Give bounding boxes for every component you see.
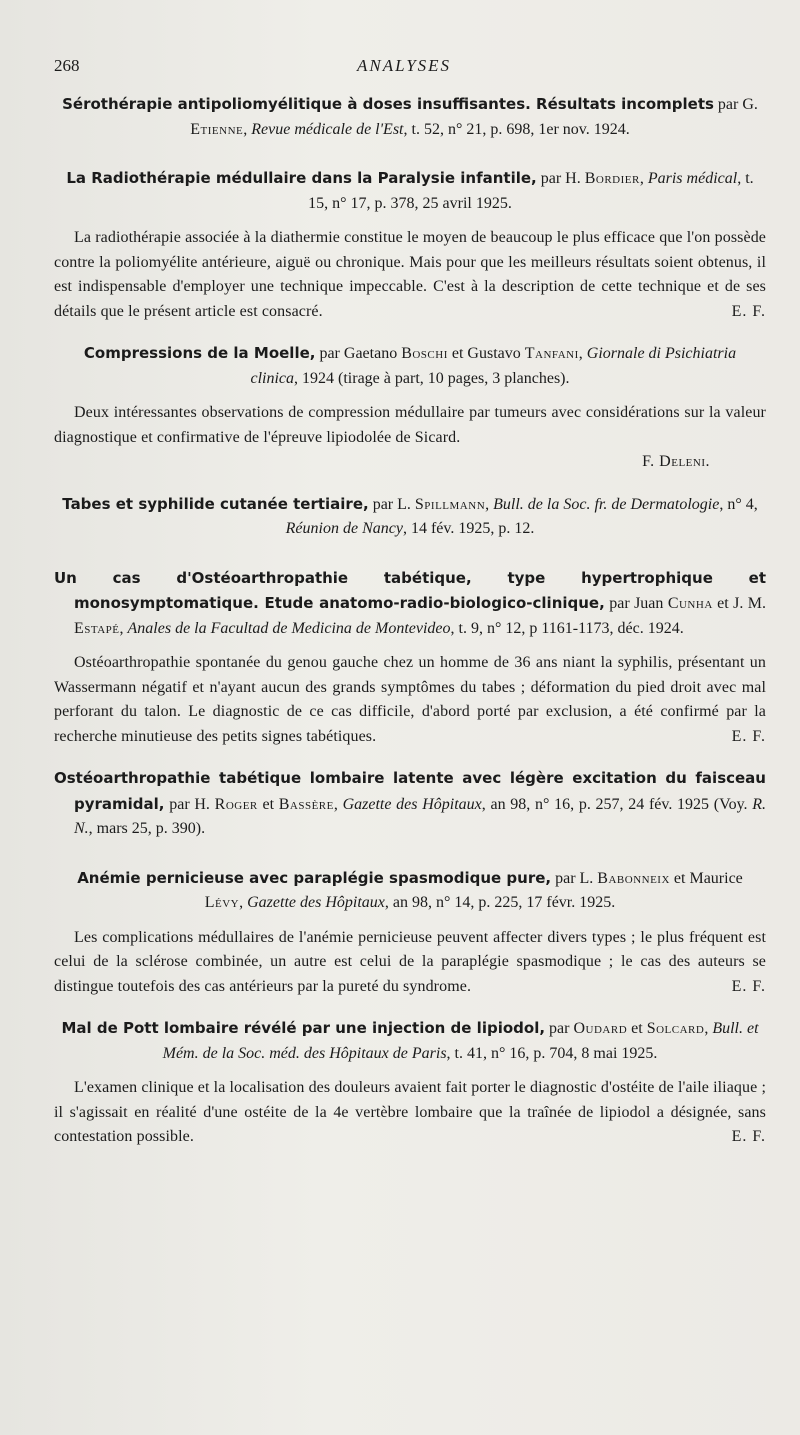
entry-citation	[54, 566, 766, 642]
abstract-text: Deux intéressantes observations de compression médullaire par tumeurs avec considérations sur la valeur diagnostique et confirmative de l'épreuve lipiodolée de Sicard.	[54, 404, 766, 446]
entry-citation	[54, 1016, 766, 1066]
citation-text: par H.	[164, 795, 215, 813]
entry-title: Mal de Pott lombaire révélé par une injection de lipiodol,	[61, 1019, 546, 1037]
citation-text: ,	[243, 120, 252, 138]
citation-text: , an 98, n° 16, p. 257, 24 fév. 1925 (Voy.	[481, 795, 753, 813]
entry-citation	[54, 166, 766, 216]
analysis-entry	[54, 166, 766, 324]
reviewer-signature: E. F.	[731, 1128, 766, 1145]
citation-text: par Gaetano	[315, 345, 402, 362]
author-name: Tanfani	[524, 345, 579, 362]
author-name: Spillmann	[414, 495, 486, 513]
citation-text: par G.	[717, 96, 758, 113]
entry-title: Sérothérapie antipoliomyélitique à doses insuffisantes. Résultats incomplets	[62, 95, 714, 113]
entry-citation	[54, 92, 766, 142]
abstract-text: Ostéoarthropathie spontanée du genou gauche chez un homme de 36 ans niant la syphilis, présentant un Wassermann négatif et n'ayant aucun des grands symptômes du tabes ; déformation du pied droit avec mal perforant du talon. Le diagnostic de ce cas difficile, d'abord porté par exclusion, a été confirmé par la recherche minutieuse des petits signes tabétiques.	[54, 654, 766, 745]
analysis-entry	[54, 492, 766, 542]
citation-text: et	[257, 795, 279, 813]
journal-name: Bull. de la Soc. fr. de Dermatologie	[493, 495, 720, 513]
entry-title: Un cas d'Ostéoarthropathie tabétique, type hypertrophique et monosymptomatique. Etude anatomo-radio-biologico-clinique,	[54, 568, 766, 612]
citation-text: ,	[578, 345, 587, 362]
citation-text: ,	[485, 495, 494, 513]
journal-name: Revue médicale de l'Est	[251, 120, 404, 138]
citation-text: par	[545, 1020, 574, 1037]
author-name: Bordier	[584, 170, 640, 187]
journal-name: Gazette des Hôpitaux	[342, 795, 482, 813]
author-name: Roger	[214, 795, 258, 813]
citation-text: par L.	[551, 869, 598, 887]
citation-text: , mars 25, p. 390).	[88, 820, 206, 837]
citation-text: , 14 fév. 1925, p. 12.	[402, 520, 535, 537]
reviewer-signature	[54, 450, 766, 475]
journal-name: R. N.	[74, 795, 767, 837]
author-name: Solcard	[646, 1020, 705, 1037]
reviewer-signature: E. F.	[731, 727, 766, 745]
entry-title: Tabes et syphilide cutanée tertiaire,	[62, 494, 369, 513]
signature-text: F. Deleni.	[642, 453, 710, 470]
journal-name: Giornale di Psichiatria clinica	[250, 345, 737, 387]
citation-text: ,	[119, 619, 128, 637]
entry-title: La Radiothérapie médullaire dans la Paralysie infantile,	[66, 169, 537, 187]
journal-name: Gazette des Hôpitaux	[247, 894, 385, 911]
author-name: Oudard	[573, 1020, 628, 1037]
citation-text: , t. 41, n° 16, p. 704, 8 mai 1925.	[446, 1044, 658, 1062]
running-title: ANALYSES	[356, 56, 452, 75]
citation-text: et J. M.	[712, 595, 767, 612]
reviewer-signature: E. F.	[731, 977, 766, 995]
analyses-body	[54, 92, 766, 1167]
abstract-text: Les complications médullaires de l'anémie pernicieuse peuvent affecter divers types ; le plus fréquent est celui de la sclérose combinée, un autre est celui de la paraplégie spasmodique ; le cas des auteurs se distingue toutefois des cas antérieurs par la pureté du syndrome.	[54, 928, 766, 995]
citation-text: , t. 9, n° 12, p 1161-1173, déc. 1924.	[450, 619, 684, 637]
citation-text: ,	[639, 170, 648, 187]
journal-name: Paris médical	[647, 170, 738, 187]
journal-name: Réunion de Nancy	[285, 520, 403, 537]
citation-text: ,	[239, 894, 248, 911]
citation-text: et Maurice	[669, 869, 743, 887]
citation-text: par H.	[536, 170, 585, 187]
author-name: Cunha	[667, 595, 713, 612]
entry-citation	[54, 866, 766, 916]
entry-citation	[54, 492, 766, 542]
abstract-text: L'examen clinique et la localisation des douleurs avaient fait porter le diagnostic d'ostéite de l'aile iliaque ; il s'agissait en réalité d'une ostéite de la 4e vertèbre lombaire que la traînée de lipiodol a désignée, sans contestation possible.	[54, 1079, 766, 1145]
citation-text: , t. 15, n° 17, p. 378, 25 avril 1925.	[308, 170, 754, 212]
entry-title: Ostéoarthropathie tabétique lombaire latente avec légère excitation du faisceau pyramidal,	[54, 769, 766, 813]
author-name: Boschi	[401, 345, 448, 362]
citation-text: et Gustavo	[447, 345, 525, 362]
journal-name: Bull. et Mém. de la Soc. méd. des Hôpitaux de Paris	[162, 1020, 759, 1062]
entry-abstract	[54, 226, 766, 324]
entry-abstract	[54, 401, 766, 450]
citation-text: , 1924 (tirage à part, 10 pages, 3 planches).	[294, 369, 570, 387]
analysis-entry	[54, 1016, 766, 1150]
entry-title: Anémie pernicieuse avec paraplégie spasmodique pure,	[77, 868, 552, 887]
entry-title: Compressions de la Moelle,	[83, 344, 316, 362]
page-header	[54, 56, 754, 82]
citation-text: par Juan	[604, 595, 668, 612]
entry-citation	[54, 341, 766, 391]
journal-name: Anales de la Facultad de Medicina de Montevideo	[127, 619, 451, 637]
analysis-entry	[54, 566, 766, 750]
analysis-entry	[54, 341, 766, 475]
citation-text: par L.	[368, 495, 415, 513]
entry-abstract	[54, 651, 766, 749]
reviewer-signature: E. F.	[731, 302, 766, 320]
entry-citation	[54, 766, 766, 842]
analysis-entry	[54, 92, 766, 142]
author-name: Etienne	[190, 120, 244, 138]
citation-text: et	[627, 1020, 647, 1037]
abstract-text: La radiothérapie associée à la diathermie constitue le moyen de beaucoup le plus efficace que l'on possède contre la poliomyélite antérieure, aiguë ou chronique. Mais pour que les meilleurs résultats soient obtenus, il est indispensable d'employer une technique impeccable. C'est à la description de cette technique et de ses détails que le présent article est consacré.	[54, 229, 766, 320]
author-name: Estapé	[74, 619, 120, 637]
author-name: Lévy	[204, 894, 240, 911]
citation-text: , n° 4,	[719, 495, 758, 513]
author-name: Babonneix	[597, 869, 670, 887]
page-number: 268	[54, 56, 80, 75]
author-name: Bassère	[278, 795, 334, 813]
citation-text: ,	[704, 1020, 713, 1037]
citation-text: ,	[333, 795, 343, 813]
citation-text: , t. 52, n° 21, p. 698, 1er nov. 1924.	[403, 120, 630, 138]
analysis-entry	[54, 766, 766, 842]
entry-abstract	[54, 926, 766, 1000]
citation-text: , an 98, n° 14, p. 225, 17 févr. 1925.	[384, 894, 616, 911]
entry-abstract	[54, 1076, 766, 1150]
analysis-entry	[54, 866, 766, 1000]
